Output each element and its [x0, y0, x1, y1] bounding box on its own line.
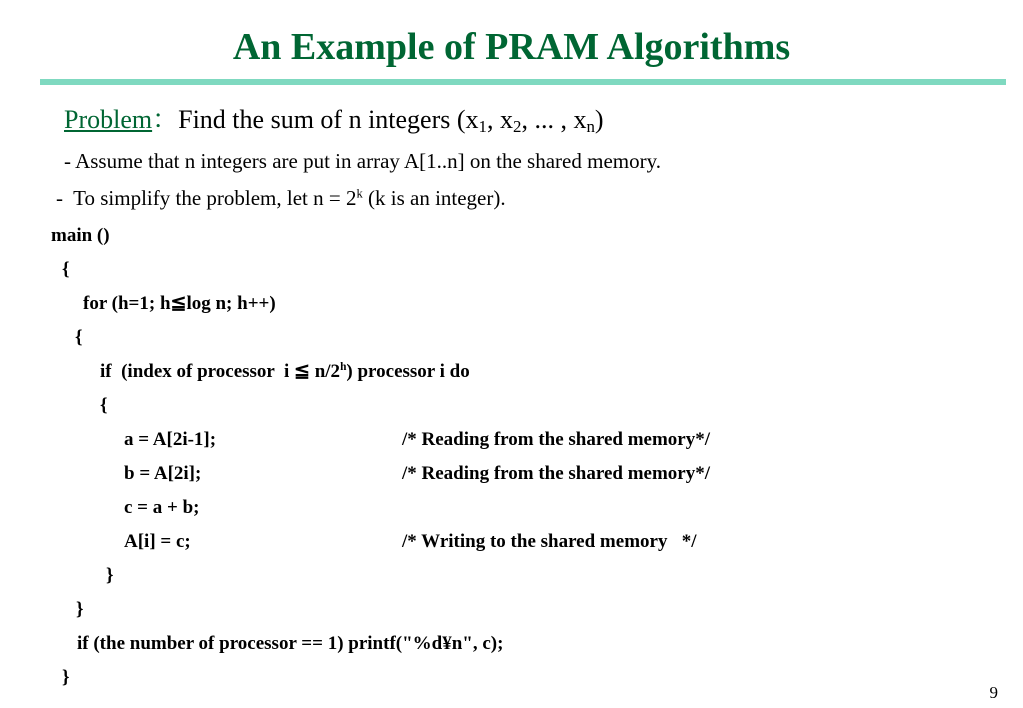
slide-title: An Example of PRAM Algorithms [232, 26, 791, 68]
code-line-if-brace-open: { [100, 395, 108, 416]
code-line-for-brace-open: { [75, 327, 83, 348]
code-comment-read-a: /* Reading from the shared memory*/ [402, 429, 711, 450]
page-number: 9 [989, 683, 998, 702]
code-line-read-b: b = A[2i]; [124, 463, 202, 484]
title-divider [40, 79, 1006, 85]
code-line-brace-open: { [62, 259, 70, 280]
superscript-k: k [356, 186, 363, 201]
code-line-write: A[i] = c; [124, 531, 191, 552]
problem-statement [64, 103, 604, 137]
problem-text: Find the sum of n integers (x [178, 105, 479, 134]
code-line-main: main () [51, 225, 110, 246]
code-line-brace-close: } [62, 667, 70, 688]
bullet-assume: - Assume that n integers are put in array A[1..n] on the shared memory. [64, 149, 661, 173]
code-comment-write: /* Writing to the shared memory */ [402, 531, 697, 552]
code-line-sum: c = a + b; [124, 497, 200, 518]
code-line-printf: if (the number of processor == 1) printf("%d¥n", c); [77, 633, 504, 654]
problem-text-mid2: , ... , x [521, 105, 587, 134]
code-comment-read-b: /* Reading from the shared memory*/ [402, 463, 711, 484]
code-line-for: for (h=1; h≦log n; h++) [83, 293, 276, 314]
problem-label: Problem [64, 105, 153, 134]
code-line-if [100, 360, 470, 384]
bullet-simplify [56, 184, 506, 212]
superscript-h: h [340, 361, 347, 374]
bullet-simplify-tail: (k is an integer). [362, 186, 506, 210]
code-if-text: if (index of processor i ≦ n/2 [100, 361, 341, 382]
problem-text-mid1: , x [487, 105, 513, 134]
code-line-for-brace-close: } [76, 599, 84, 620]
code-line-read-a: a = A[2i-1]; [124, 429, 217, 450]
code-line-if-brace-close: } [106, 565, 114, 586]
subscript-1: 1 [478, 117, 487, 137]
bullet-simplify-text: - To simplify the problem, let n = 2 [56, 186, 357, 210]
subscript-n: n [586, 117, 595, 137]
subscript-2: 2 [513, 117, 522, 137]
problem-colon: ： [152, 105, 179, 134]
code-if-tail: ) processor i do [346, 361, 470, 382]
problem-text-close: ) [594, 105, 604, 134]
